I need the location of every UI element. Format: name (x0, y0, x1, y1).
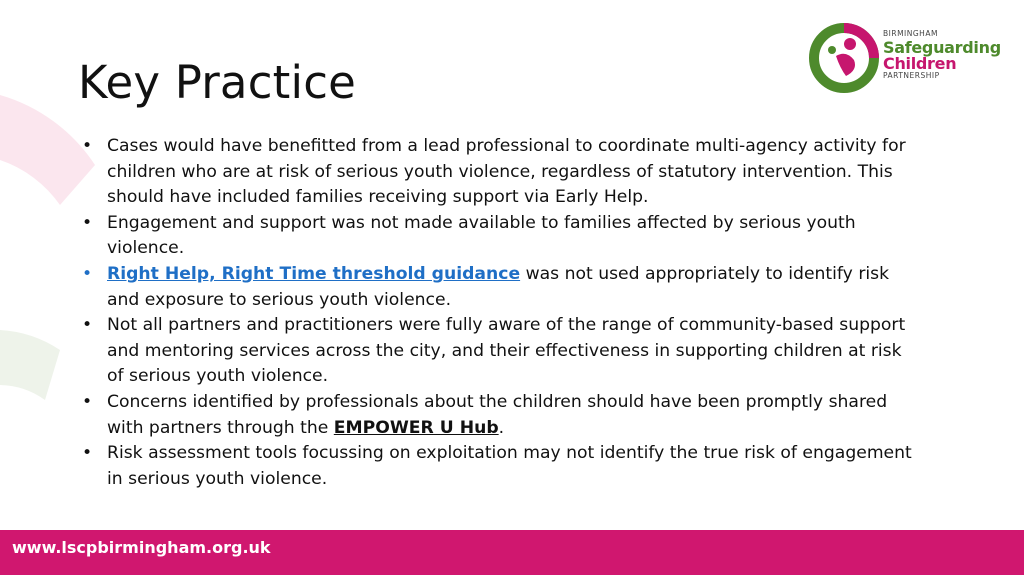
list-item (82, 390, 912, 441)
logo-line-safeguarding: Safeguarding (883, 37, 1001, 57)
bullet-icon: • (82, 443, 93, 464)
bullet-icon: • (82, 212, 93, 233)
bullet-icon: • (82, 391, 93, 412)
list-item-text: Risk assessment tools focussing on exploitation may not identify the true risk of engagement in serious youth violence. (107, 443, 912, 489)
logo-emblem-icon (806, 20, 882, 96)
list-item (82, 262, 912, 313)
bullet-icon: • (82, 136, 93, 156)
bullet-icon: • (82, 263, 93, 284)
list-item-text: Concerns identified by professionals about the children should have been promptly shared with partners through the (107, 391, 888, 438)
partnership-logo (806, 20, 1006, 96)
list-item (82, 134, 912, 211)
list-item (82, 441, 912, 492)
logo-line-partnership: PARTNERSHIP (883, 70, 940, 80)
key-practice-list (82, 134, 912, 492)
logo-line-children: Children (883, 53, 957, 73)
footer-bar (0, 530, 1024, 575)
footer-website-link[interactable]: www.lscpbirmingham.org.uk (12, 538, 271, 557)
logo-line-birmingham: BIRMINGHAM (883, 29, 938, 38)
empower-u-hub-link[interactable]: EMPOWER U Hub (333, 417, 499, 438)
list-item-text: Engagement and support was not made available to families affected by serious youth violence. (107, 212, 856, 259)
bullet-icon: • (82, 315, 93, 336)
logo-wordmark (883, 30, 1001, 79)
list-item (82, 313, 912, 390)
slide-title: Key Practice (78, 56, 357, 109)
list-item-text-end: . (498, 417, 505, 438)
threshold-guidance-link[interactable]: Right Help, Right Time threshold guidance (107, 263, 521, 284)
list-item (82, 211, 912, 262)
list-item-text: was not used appropriately to identify risk and exposure to serious youth violence. (107, 263, 890, 310)
list-item-text: Cases would have benefitted from a lead professional to coordinate multi-agency activity for children who are at risk of serious youth violence, regardless of statutory intervention. This should have included families receiving support via Early Help. (107, 136, 906, 208)
list-item-text: Not all partners and practitioners were fully aware of the range of community-based support and mentoring services across the city, and their effectiveness in supporting children at risk of serious youth violence. (107, 315, 906, 387)
